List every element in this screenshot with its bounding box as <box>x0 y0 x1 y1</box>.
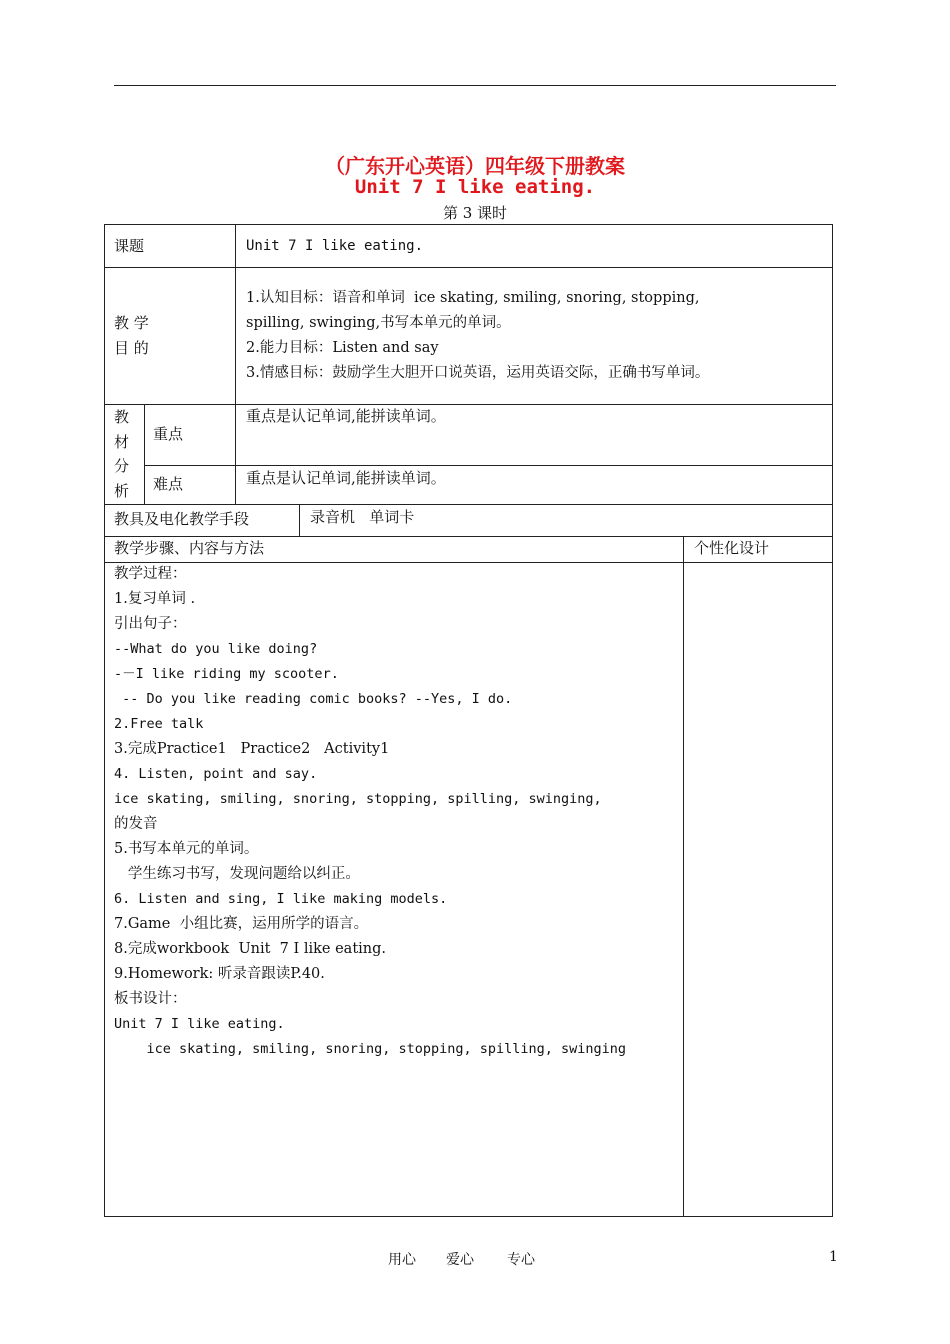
process-line: 5.书写本单元的单词。 <box>114 841 259 857</box>
difficult-label: 难点 <box>153 475 184 493</box>
process-line: 学生练习书写，发现问题给以纠正。 <box>114 866 360 882</box>
process-line: 3.完成Practice1 Practice2 Activity1 <box>114 741 390 757</box>
difficult-value: 重点是认记单词,能拼读单词。 <box>246 469 446 487</box>
page-number: 1 <box>829 1249 838 1265</box>
aim-label-line2: 目 的 <box>114 339 149 357</box>
analysis-label-char: 分 <box>114 457 130 475</box>
footer-motto-3: 专心 <box>507 1252 535 1268</box>
analysis-label <box>114 404 134 503</box>
tools-value: 录音机 单词卡 <box>310 508 415 526</box>
process-line: 4. Listen, point and say. <box>114 766 318 782</box>
process-line: 的发音 <box>114 816 158 832</box>
column-divider <box>683 536 684 1217</box>
lesson-period: 第 3 课时 <box>442 204 508 222</box>
aim-item: spilling, swinging,书写本单元的单词。 <box>246 315 511 331</box>
column-divider <box>144 404 145 504</box>
document-title-en: Unit 7 I like eating. <box>354 176 596 198</box>
process-line: ice skating, smiling, snoring, stopping, spilling, swinging <box>114 1041 627 1057</box>
process-line: -－I like riding my scooter. <box>114 666 339 682</box>
process-line: 2.Free talk <box>114 716 204 732</box>
key-value: 重点是认记单词,能拼读单词。 <box>246 407 446 425</box>
design-label: 个性化设计 <box>694 539 770 557</box>
column-divider <box>235 224 236 504</box>
analysis-label-char: 教 <box>114 408 130 426</box>
row-divider <box>104 404 833 405</box>
key-label: 重点 <box>153 425 184 443</box>
process-line: 9.Homework: 听录音跟读P.40. <box>114 966 325 982</box>
footer-motto-1: 用心 <box>388 1252 416 1268</box>
aim-item: 3.情感目标：鼓励学生大胆开口说英语，运用英语交际，正确书写单词。 <box>246 365 710 381</box>
footer-motto-2: 爱心 <box>446 1252 474 1268</box>
process-line: --What do you like doing? <box>114 641 318 657</box>
process-line: 8.完成workbook Unit 7 I like eating. <box>114 941 387 957</box>
header-rule <box>114 85 836 86</box>
process-line: 引出句子： <box>114 616 187 632</box>
process-line: 教学过程： <box>114 566 187 582</box>
topic-label: 课题 <box>114 237 145 255</box>
row-divider <box>104 267 833 268</box>
process-line: 板书设计： <box>114 991 187 1007</box>
aim-item: 2.能力目标：Listen and say <box>246 340 439 356</box>
process-line: Unit 7 I like eating. <box>114 1016 285 1032</box>
process-line: ice skating, smiling, snoring, stopping, spilling, swinging, <box>114 791 602 807</box>
tools-label: 教具及电化教学手段 <box>114 510 250 528</box>
teaching-process <box>114 562 679 1062</box>
aims-list <box>246 286 826 386</box>
topic-value: Unit 7 I like eating. <box>246 238 424 254</box>
analysis-label-char: 析 <box>114 481 130 500</box>
document-title-cn: （广东开心英语）四年级下册教案 <box>325 154 625 178</box>
column-divider <box>299 504 300 536</box>
process-line: 1.复习单词 . <box>114 591 196 607</box>
process-line: 7.Game 小组比赛，运用所学的语言。 <box>114 916 369 932</box>
analysis-label-char: 材 <box>114 432 130 451</box>
steps-label: 教学步骤、内容与方法 <box>114 539 265 557</box>
process-line: 6. Listen and sing, I like making models. <box>114 891 448 907</box>
aim-label-line1: 教 学 <box>114 314 149 332</box>
aim-item: 1.认知目标：语音和单词 ice skating, smiling, snoring, stopping, <box>246 290 700 306</box>
row-divider <box>104 504 833 505</box>
process-line: -- Do you like reading comic books? --Yes, I do. <box>114 691 513 707</box>
